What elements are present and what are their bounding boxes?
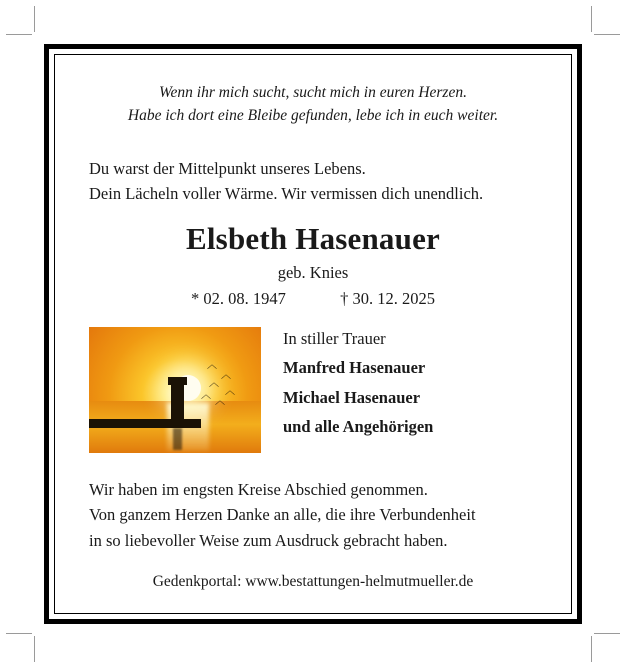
bird-icon: ︿ (207, 359, 217, 371)
image-pier (89, 419, 201, 428)
lighthouse-icon (171, 383, 184, 423)
verse-block (89, 81, 537, 128)
crop-mark-top-right-horizontal (594, 34, 620, 35)
lighthouse-reflection (173, 428, 182, 450)
verse-line-2: Habe ich dort eine Bleibe gefunden, lebe ich in euch weiter. (127, 107, 499, 125)
bird-icon: ︿ (209, 377, 219, 389)
bird-icon: ︿ (201, 389, 211, 401)
mourner-1: Manfred Hasenauer (283, 358, 426, 378)
death-date: † 30. 12. 2025 (340, 288, 435, 308)
crop-mark-bottom-right-horizontal (594, 633, 620, 634)
verse-line-1: Wenn ihr mich sucht, sucht mich in euren Herzen. (159, 84, 467, 101)
lighthouse-sunset-image (89, 327, 261, 453)
middle-section (89, 327, 537, 453)
obituary-notice (44, 44, 582, 624)
lighthouse-lantern (168, 377, 187, 385)
life-dates (89, 289, 537, 309)
memorial-portal-link[interactable]: Gedenkportal: www.bestattungen-helmutmueller.de (152, 573, 474, 591)
crop-mark-top-left-vertical (34, 6, 35, 32)
crop-mark-bottom-left-vertical (34, 636, 35, 662)
intro-block (89, 156, 537, 207)
notice-inner-frame (54, 54, 572, 614)
intro-line-1: Du warst der Mittelpunkt unseres Lebens. (89, 158, 366, 178)
intro-line-2: Dein Lächeln voller Wärme. Wir vermissen dich unendlich. (89, 184, 484, 204)
bird-icon: ︿ (225, 385, 235, 397)
bird-icon: ︿ (215, 395, 225, 407)
crop-mark-top-right-vertical (591, 6, 592, 32)
bird-icon: ︿ (221, 369, 231, 381)
deceased-name: Elsbeth Hasenauer (185, 220, 440, 256)
mourning-lead: In stiller Trauer (283, 328, 386, 348)
closing-line-1: Wir haben im engsten Kreise Abschied genommen. (89, 479, 428, 499)
crop-mark-bottom-right-vertical (591, 636, 592, 662)
closing-block (89, 477, 537, 554)
mourner-2: Michael Hasenauer (283, 387, 421, 407)
mourners-block (283, 327, 433, 436)
closing-line-2: Von ganzem Herzen Danke an alle, die ihre Verbundenheit (89, 505, 476, 525)
crop-mark-top-left-horizontal (6, 34, 32, 35)
crop-mark-bottom-left-horizontal (6, 633, 32, 634)
maiden-name: geb. Knies (277, 262, 349, 282)
closing-line-3: in so liebevoller Weise zum Ausdruck gebracht haben. (89, 530, 448, 550)
birth-date: * 02. 08. 1947 (191, 288, 286, 308)
mourner-3: und alle Angehörigen (283, 417, 434, 437)
